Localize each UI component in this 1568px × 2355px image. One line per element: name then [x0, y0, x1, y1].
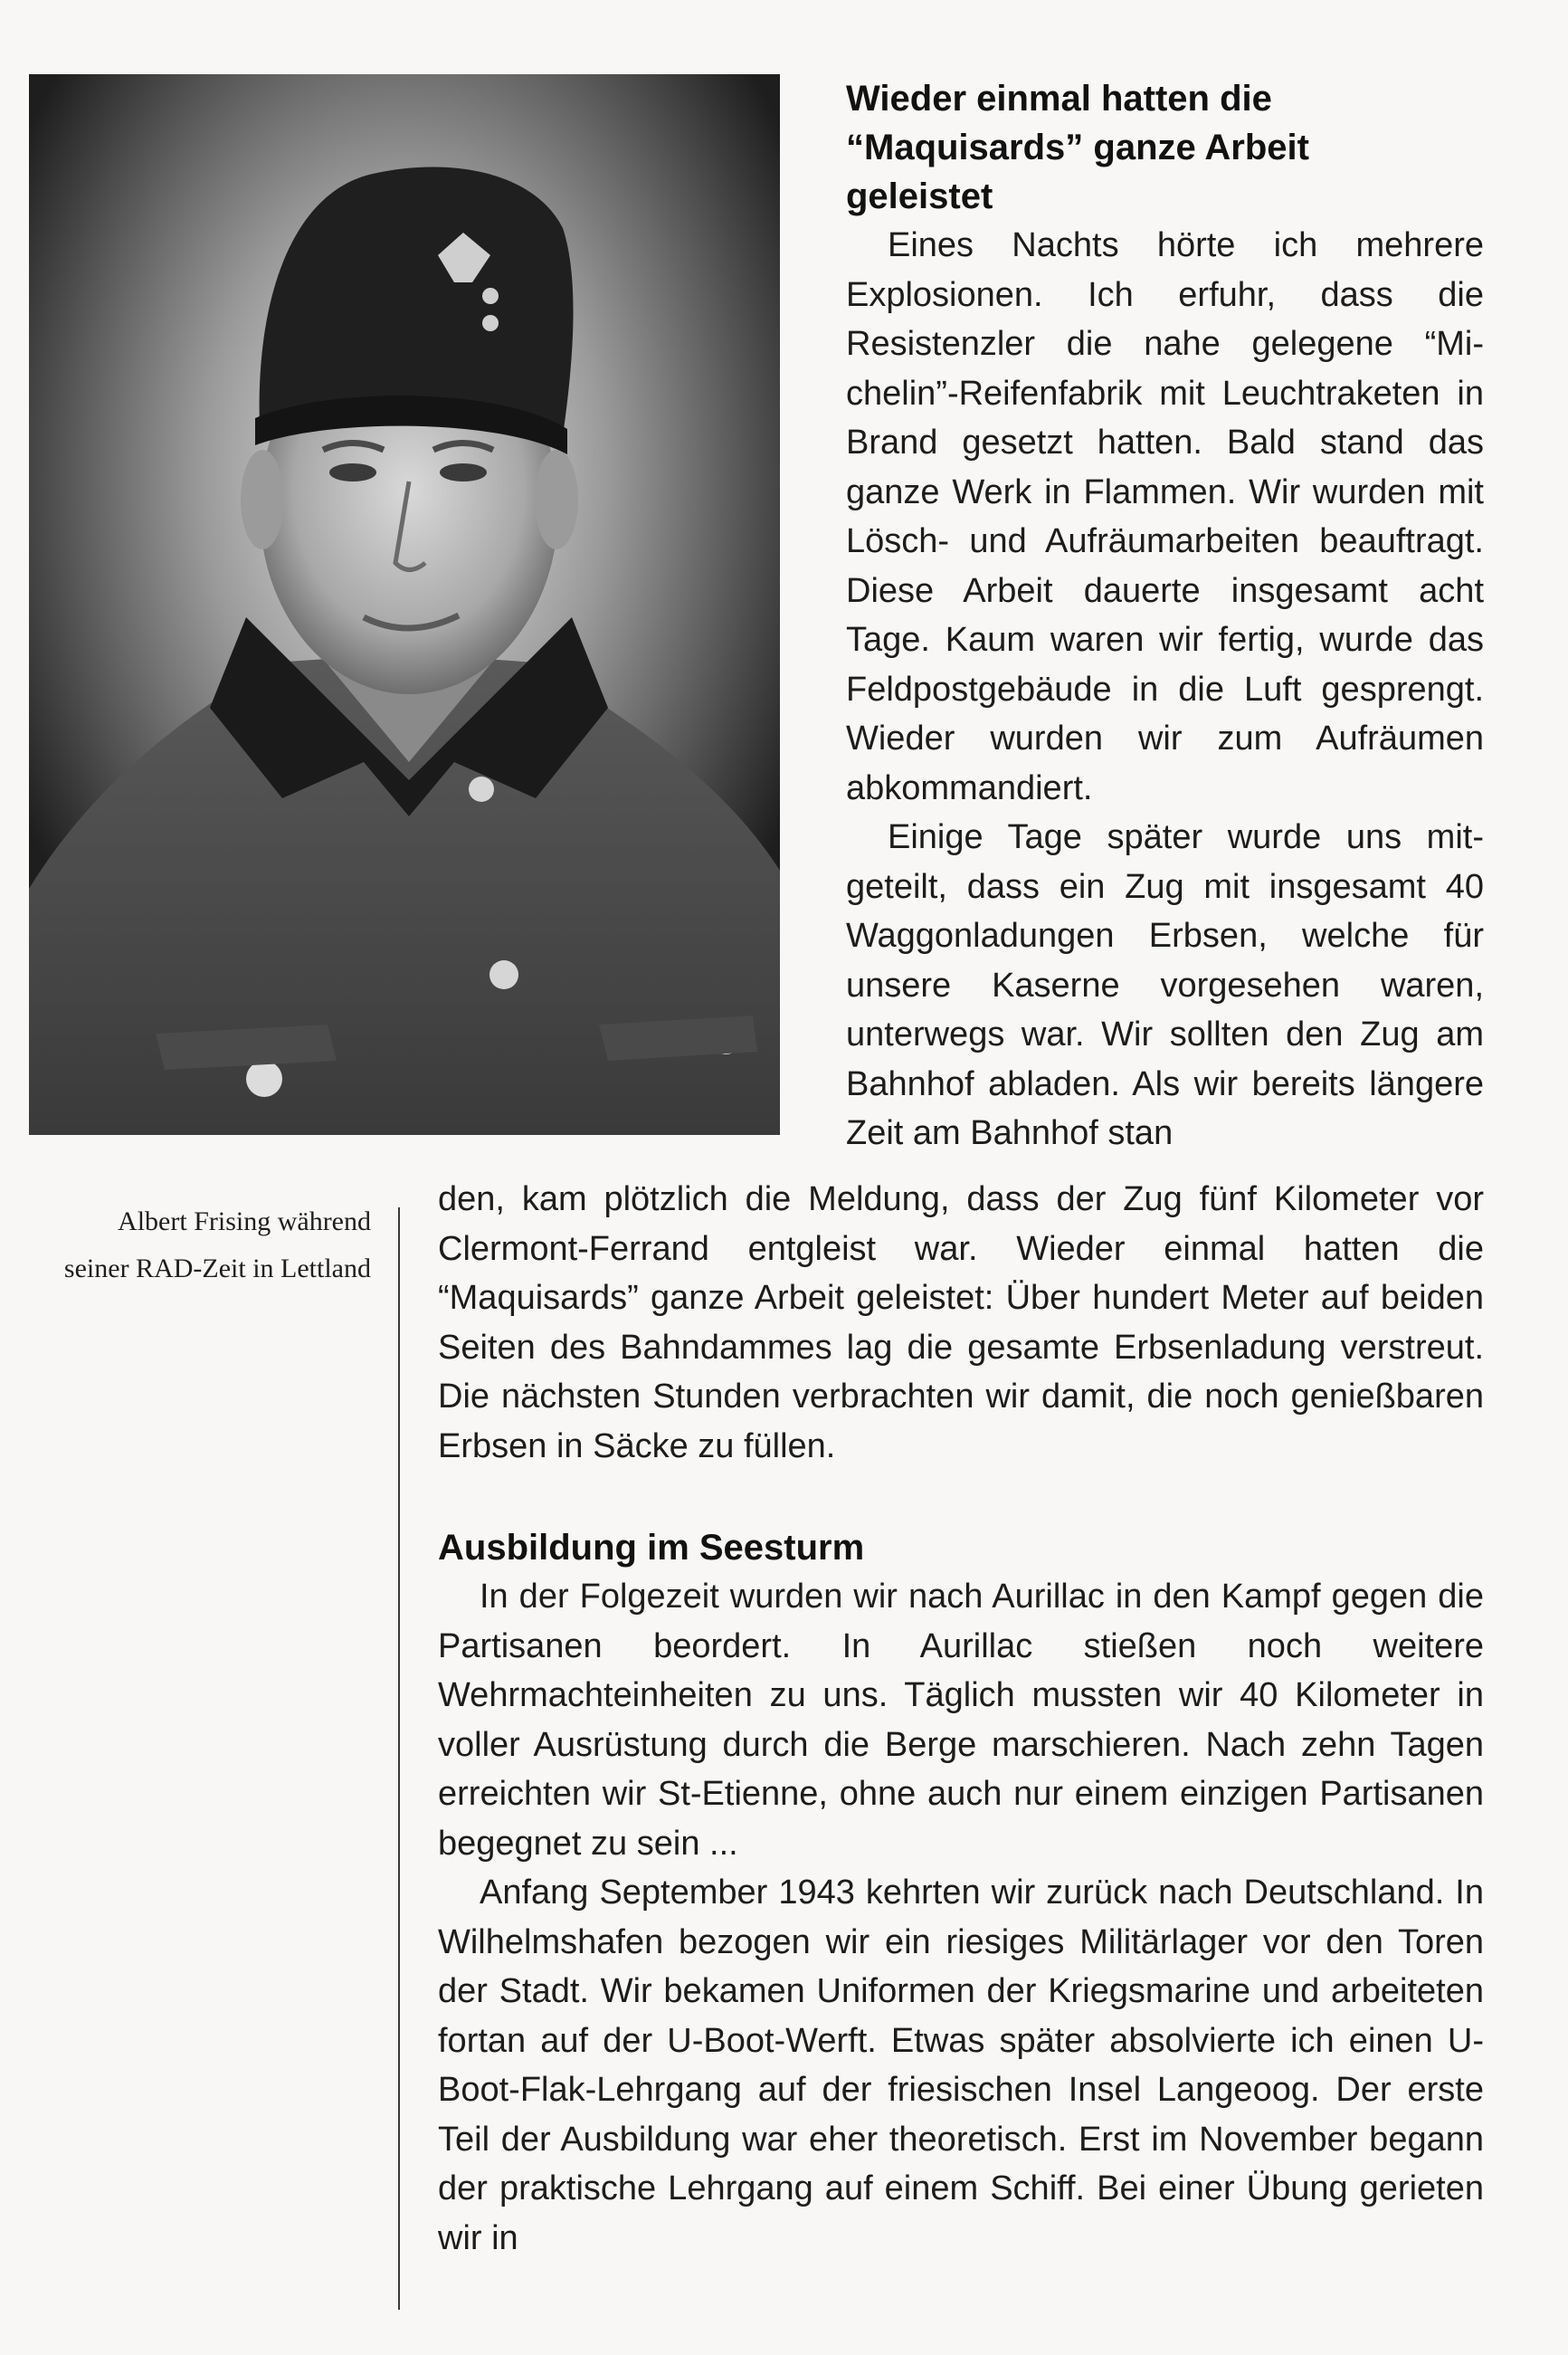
section-heading-seesturm: Ausbildung im Seesturm	[438, 1528, 865, 1568]
paragraph-wilhelmshafen: Anfang September 1943 kehrten wir zurück nach Deutschland. In Wilhelmshafen bezogen wir ein riesiges Militärlager vor den Toren der Stadt. Wir bekamen Uniformen der Kriegsmarine und arbeiteten fortan auf der U-Boot-Werft. Etwas später absolvierte ich einen U-Boot-Flak-Lehrgang auf der friesischen Insel Langeoog. Der erste Teil der Ausbildung war eher theoretisch. Erst im November begann der praktische Lehrgang auf einem Schiff. Bei einer Übung gerieten wir in	[438, 1874, 1484, 2257]
heading-line-2: “Maquisards” ganze Arbeit	[846, 128, 1309, 167]
paragraph-train-bottom: den, kam plötzlich die Meldung, dass der Zug fünf Kilometer vor Clermont-Ferrand entgleist war. Wieder einmal hatten die “Maquisards” ganze Arbeit geleistet: Über hundert Meter auf beiden Seiten des Bahndammes lag die gesamte Erbsenladung verstreut. Die nächsten Stunden verbrachten wir damit, die noch genießbaren Erbsen in Säcke zu füllen.	[438, 1180, 1484, 1465]
heading-line-3: geleistet	[846, 176, 993, 216]
portrait-illustration	[29, 74, 780, 1135]
heading-line-1: Wieder einmal hatten die	[846, 79, 1272, 119]
caption-line-2: seiner RAD-Zeit in Lettland	[63, 1254, 371, 1283]
paragraph-train-top: Einige Tage später wurde uns mitgeteilt, dass ein Zug mit insgesamt 40 Waggonladungen Erbsen, welche für unsere Kaserne vorgesehen waren, unterwegs war. Wir sollten den Zug am Bahnhof abladen. Als wir bereits längere Zeit am Bahnhof stan	[846, 818, 1484, 1152]
section-heading-maquisards	[846, 74, 1484, 221]
paragraph-aurillac: In der Folgezeit wurden wir nach Aurillac in den Kampf gegen die Partisanen beordert. In Aurillac stießen noch weitere Wehrmachteinheiten zu uns. Täglich mussten wir 40 Kilometer in voller Ausrüstung durch die Berge marschieren. Nach zehn Tagen erreichten wir St-Etienne, ohne auch nur einem einzigen Partisanen begegnet zu sein ...	[438, 1578, 1484, 1863]
text-column-bottom	[438, 1175, 1484, 2263]
photo-caption	[36, 1198, 371, 1292]
paragraph-explosions: Eines Nachts hörte ich mehrere Explosionen. Ich erfuhr, dass die Resistenzler die nahe gelegene “Michelin”-Reifenfabrik mit Leuchtraketen in Brand gesetzt hatten. Bald stand das ganze Werk in Flammen. Wir wurden mit Lösch- und Aufräumarbeiten beauftragt. Diese Arbeit dauerte insgesamt acht Tage. Kaum waren wir fertig, wurde das Feldpostgebäude in die Luft gesprengt. Wieder wurden wir zum Aufräumen abkommandiert.	[846, 226, 1484, 807]
caption-divider	[398, 1207, 400, 2310]
portrait-photo	[29, 74, 780, 1135]
caption-line-1: Albert Frising während	[118, 1206, 371, 1236]
text-column-top	[846, 74, 1484, 1158]
